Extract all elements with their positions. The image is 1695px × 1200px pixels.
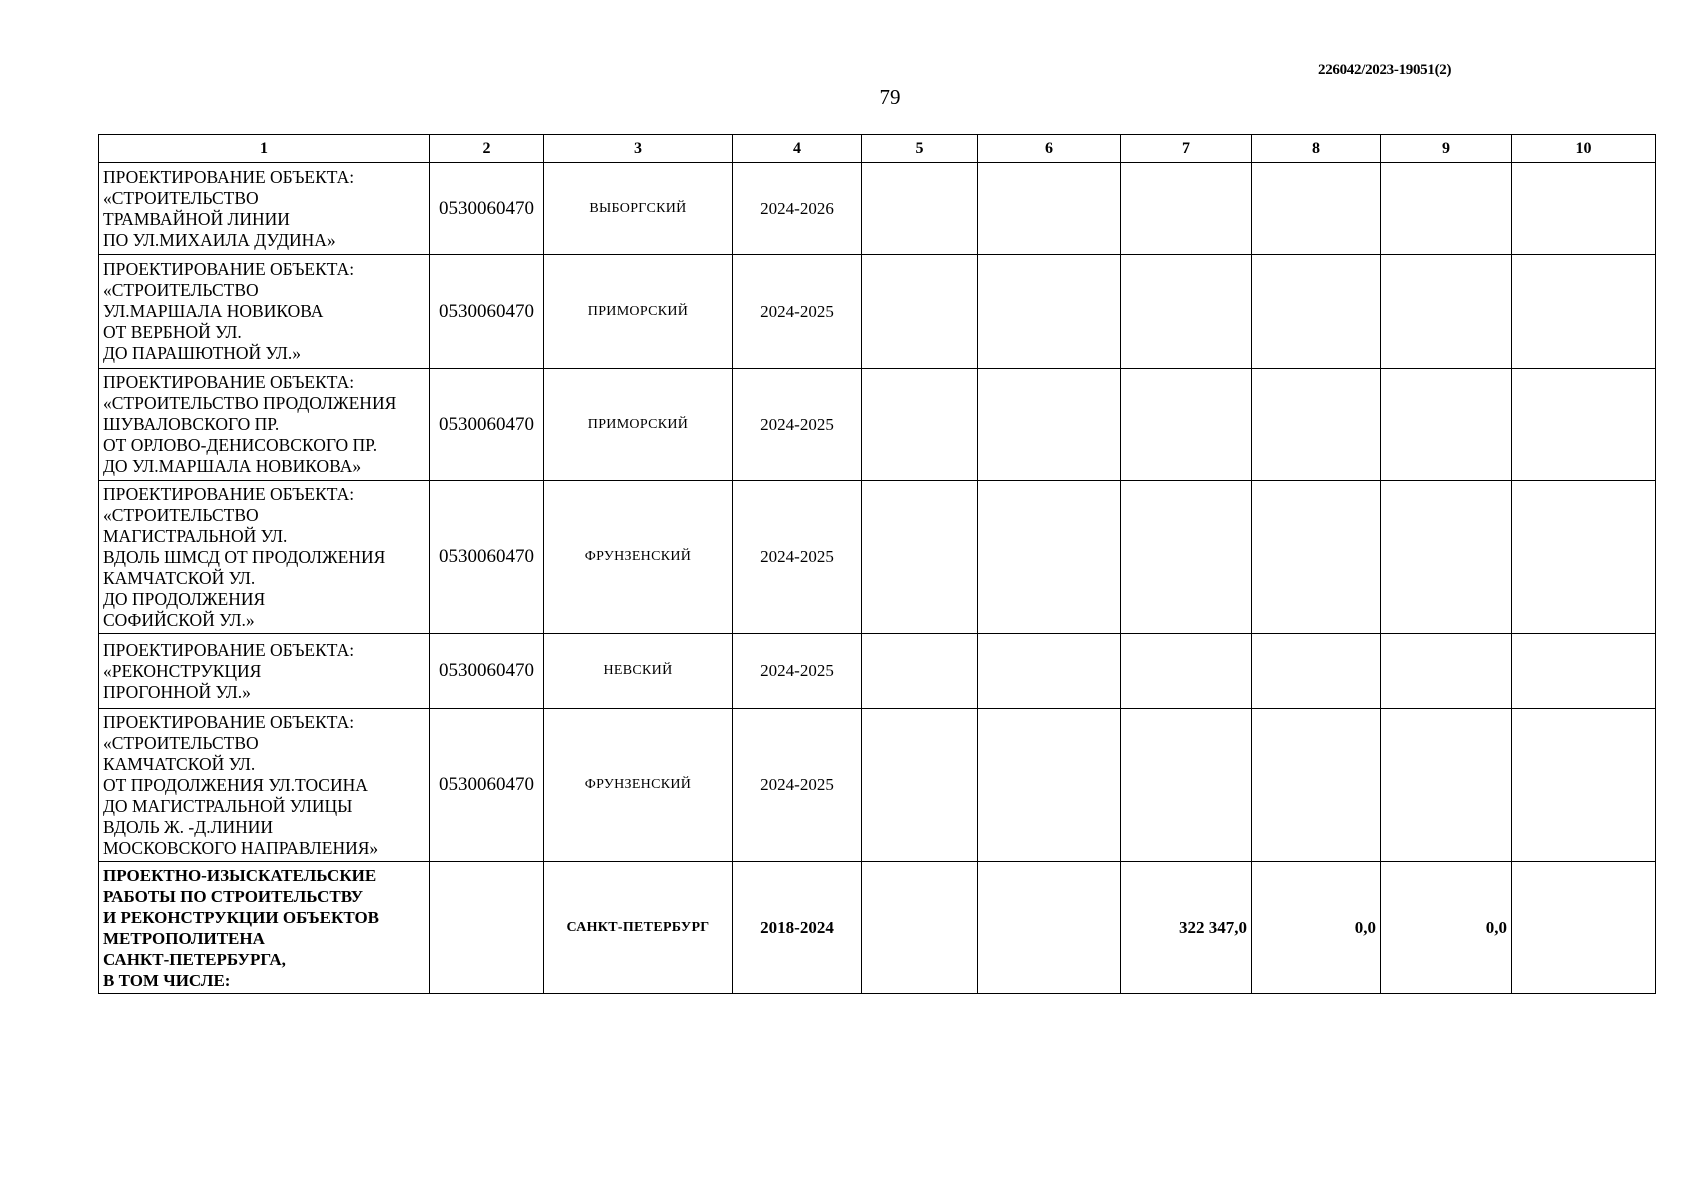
table-row bbox=[99, 369, 1656, 481]
total-name-line: РАБОТЫ ПО СТРОИТЕЛЬСТВУ bbox=[103, 886, 364, 906]
value-cell-9 bbox=[1381, 481, 1512, 634]
budget-code-cell: 0530060470 bbox=[430, 634, 544, 709]
period-cell: 2024-2025 bbox=[733, 709, 862, 862]
object-name-line: ПРОЕКТИРОВАНИЕ ОБЪЕКТА: bbox=[103, 166, 355, 187]
object-name-line: ДО ПРОДОЛЖЕНИЯ bbox=[103, 588, 266, 609]
value-cell-5 bbox=[862, 255, 978, 369]
district-cell: ФРУНЗЕНСКИЙ bbox=[544, 709, 733, 862]
value-cell-10 bbox=[1512, 481, 1656, 634]
value-cell-5 bbox=[862, 634, 978, 709]
budget-code-cell: 0530060470 bbox=[430, 255, 544, 369]
object-name-line: ОТ ОРЛОВО-ДЕНИСОВСКОГО ПР. bbox=[103, 435, 378, 455]
budget-code-cell bbox=[430, 862, 544, 994]
period-cell: 2024-2025 bbox=[733, 481, 862, 634]
value-cell-7: 322 347,0 bbox=[1121, 862, 1252, 994]
object-name-line: «СТРОИТЕЛЬСТВО bbox=[103, 187, 259, 208]
object-name-line: «СТРОИТЕЛЬСТВО bbox=[103, 732, 259, 753]
object-name-line: ДО ПАРАШЮТНОЙ УЛ.» bbox=[103, 343, 301, 363]
value-cell-6 bbox=[978, 481, 1121, 634]
value-cell-10 bbox=[1512, 634, 1656, 709]
object-name-cell bbox=[99, 709, 430, 862]
district-cell: САНКТ-ПЕТЕРБУРГ bbox=[544, 862, 733, 994]
period-cell: 2024-2025 bbox=[733, 255, 862, 369]
value-cell-9 bbox=[1381, 709, 1512, 862]
district-cell: ПРИМОРСКИЙ bbox=[544, 369, 733, 481]
value-cell-5 bbox=[862, 709, 978, 862]
budget-code-cell: 0530060470 bbox=[430, 369, 544, 481]
value-cell-6 bbox=[978, 634, 1121, 709]
district-cell: ВЫБОРГСКИЙ bbox=[544, 163, 733, 255]
object-name-line: ОТ ВЕРБНОЙ УЛ. bbox=[103, 322, 242, 342]
value-cell-5 bbox=[862, 481, 978, 634]
column-header: 8 bbox=[1252, 135, 1381, 163]
object-name-line: ДО МАГИСТРАЛЬНОЙ УЛИЦЫ bbox=[103, 795, 353, 816]
object-name-line: ПРОЕКТИРОВАНИЕ ОБЪЕКТА: bbox=[103, 259, 355, 279]
object-name-line: КАМЧАТСКОЙ УЛ. bbox=[103, 567, 256, 588]
object-name-cell bbox=[99, 255, 430, 369]
period-cell: 2024-2025 bbox=[733, 634, 862, 709]
column-header: 9 bbox=[1381, 135, 1512, 163]
object-name-line: УЛ.МАРШАЛА НОВИКОВА bbox=[103, 301, 324, 321]
value-cell-10 bbox=[1512, 255, 1656, 369]
value-cell-8 bbox=[1252, 369, 1381, 481]
value-cell-9 bbox=[1381, 163, 1512, 255]
value-cell-10 bbox=[1512, 862, 1656, 994]
column-header: 5 bbox=[862, 135, 978, 163]
value-cell-10 bbox=[1512, 369, 1656, 481]
column-header: 4 bbox=[733, 135, 862, 163]
value-cell-7 bbox=[1121, 481, 1252, 634]
value-cell-6 bbox=[978, 862, 1121, 994]
object-name-cell bbox=[99, 481, 430, 634]
value-cell-7 bbox=[1121, 709, 1252, 862]
value-cell-6 bbox=[978, 255, 1121, 369]
object-name-line: «СТРОИТЕЛЬСТВО ПРОДОЛЖЕНИЯ bbox=[103, 393, 397, 413]
object-name-line: ТРАМВАЙНОЙ ЛИНИИ bbox=[103, 208, 290, 229]
total-name-line: САНКТ-ПЕТЕРБУРГА, bbox=[103, 949, 286, 969]
value-cell-5 bbox=[862, 862, 978, 994]
budget-code-cell: 0530060470 bbox=[430, 163, 544, 255]
column-header: 3 bbox=[544, 135, 733, 163]
total-name-line: И РЕКОНСТРУКЦИИ ОБЪЕКТОВ bbox=[103, 907, 380, 927]
budget-code-cell: 0530060470 bbox=[430, 481, 544, 634]
value-cell-8 bbox=[1252, 255, 1381, 369]
value-cell-9: 0,0 bbox=[1381, 862, 1512, 994]
total-name-line: В ТОМ ЧИСЛЕ: bbox=[103, 970, 231, 990]
object-name-line: СОФИЙСКОЙ УЛ.» bbox=[103, 609, 255, 630]
object-name-line: МОСКОВСКОГО НАПРАВЛЕНИЯ» bbox=[103, 837, 379, 858]
district-cell: ФРУНЗЕНСКИЙ bbox=[544, 481, 733, 634]
value-cell-5 bbox=[862, 369, 978, 481]
value-cell-7 bbox=[1121, 163, 1252, 255]
value-cell-8 bbox=[1252, 709, 1381, 862]
district-cell: ПРИМОРСКИЙ bbox=[544, 255, 733, 369]
object-name-line: «РЕКОНСТРУКЦИЯ bbox=[103, 660, 262, 681]
table-row bbox=[99, 634, 1656, 709]
value-cell-8 bbox=[1252, 481, 1381, 634]
value-cell-6 bbox=[978, 163, 1121, 255]
column-number-header-row bbox=[99, 135, 1656, 163]
object-name-line: ПРОЕКТИРОВАНИЕ ОБЪЕКТА: bbox=[103, 483, 355, 504]
column-header: 10 bbox=[1512, 135, 1656, 163]
value-cell-8 bbox=[1252, 163, 1381, 255]
column-header: 6 bbox=[978, 135, 1121, 163]
object-name-line: «СТРОИТЕЛЬСТВО bbox=[103, 504, 259, 525]
table-row bbox=[99, 163, 1656, 255]
object-name-line: ПРОГОННОЙ УЛ.» bbox=[103, 681, 251, 702]
object-name-line: «СТРОИТЕЛЬСТВО bbox=[103, 280, 259, 300]
object-name-cell bbox=[99, 369, 430, 481]
object-name-line: ВДОЛЬ Ж. -Д.ЛИНИИ bbox=[103, 816, 273, 837]
object-name-line: ВДОЛЬ ШМСД ОТ ПРОДОЛЖЕНИЯ bbox=[103, 546, 386, 567]
object-name-cell bbox=[99, 163, 430, 255]
object-name-line: ШУВАЛОВСКОГО ПР. bbox=[103, 414, 280, 434]
document-number: 226042/2023-19051(2) bbox=[1318, 62, 1452, 78]
value-cell-7 bbox=[1121, 369, 1252, 481]
object-name-line: КАМЧАТСКОЙ УЛ. bbox=[103, 753, 256, 774]
object-name-line: ПРОЕКТИРОВАНИЕ ОБЪЕКТА: bbox=[103, 711, 355, 732]
table-row bbox=[99, 709, 1656, 862]
column-header: 1 bbox=[99, 135, 430, 163]
total-name-line: МЕТРОПОЛИТЕНА bbox=[103, 928, 265, 948]
budget-code-cell: 0530060470 bbox=[430, 709, 544, 862]
object-name-line: ДО УЛ.МАРШАЛА НОВИКОВА» bbox=[103, 456, 362, 476]
investment-program-table bbox=[98, 134, 1656, 994]
value-cell-8: 0,0 bbox=[1252, 862, 1381, 994]
value-cell-6 bbox=[978, 709, 1121, 862]
value-cell-9 bbox=[1381, 634, 1512, 709]
table-row bbox=[99, 255, 1656, 369]
period-cell: 2024-2025 bbox=[733, 369, 862, 481]
table-row bbox=[99, 481, 1656, 634]
value-cell-7 bbox=[1121, 634, 1252, 709]
object-name-cell bbox=[99, 634, 430, 709]
object-name-line: МАГИСТРАЛЬНОЙ УЛ. bbox=[103, 525, 288, 546]
total-row bbox=[99, 862, 1656, 994]
total-name-line: ПРОЕКТНО-ИЗЫСКАТЕЛЬСКИЕ bbox=[103, 865, 377, 885]
value-cell-9 bbox=[1381, 255, 1512, 369]
object-name-line: ПО УЛ.МИХАИЛА ДУДИНА» bbox=[103, 229, 336, 250]
value-cell-10 bbox=[1512, 163, 1656, 255]
value-cell-5 bbox=[862, 163, 978, 255]
total-name-cell bbox=[99, 862, 430, 994]
period-cell: 2018-2024 bbox=[733, 862, 862, 994]
value-cell-10 bbox=[1512, 709, 1656, 862]
page-number: 79 bbox=[879, 85, 901, 109]
value-cell-8 bbox=[1252, 634, 1381, 709]
column-header: 2 bbox=[430, 135, 544, 163]
object-name-line: ПРОЕКТИРОВАНИЕ ОБЪЕКТА: bbox=[103, 639, 355, 660]
object-name-line: ПРОЕКТИРОВАНИЕ ОБЪЕКТА: bbox=[103, 372, 355, 392]
value-cell-6 bbox=[978, 369, 1121, 481]
value-cell-7 bbox=[1121, 255, 1252, 369]
value-cell-9 bbox=[1381, 369, 1512, 481]
district-cell: НЕВСКИЙ bbox=[544, 634, 733, 709]
column-header: 7 bbox=[1121, 135, 1252, 163]
period-cell: 2024-2026 bbox=[733, 163, 862, 255]
object-name-line: ОТ ПРОДОЛЖЕНИЯ УЛ.ТОСИНА bbox=[103, 774, 368, 795]
